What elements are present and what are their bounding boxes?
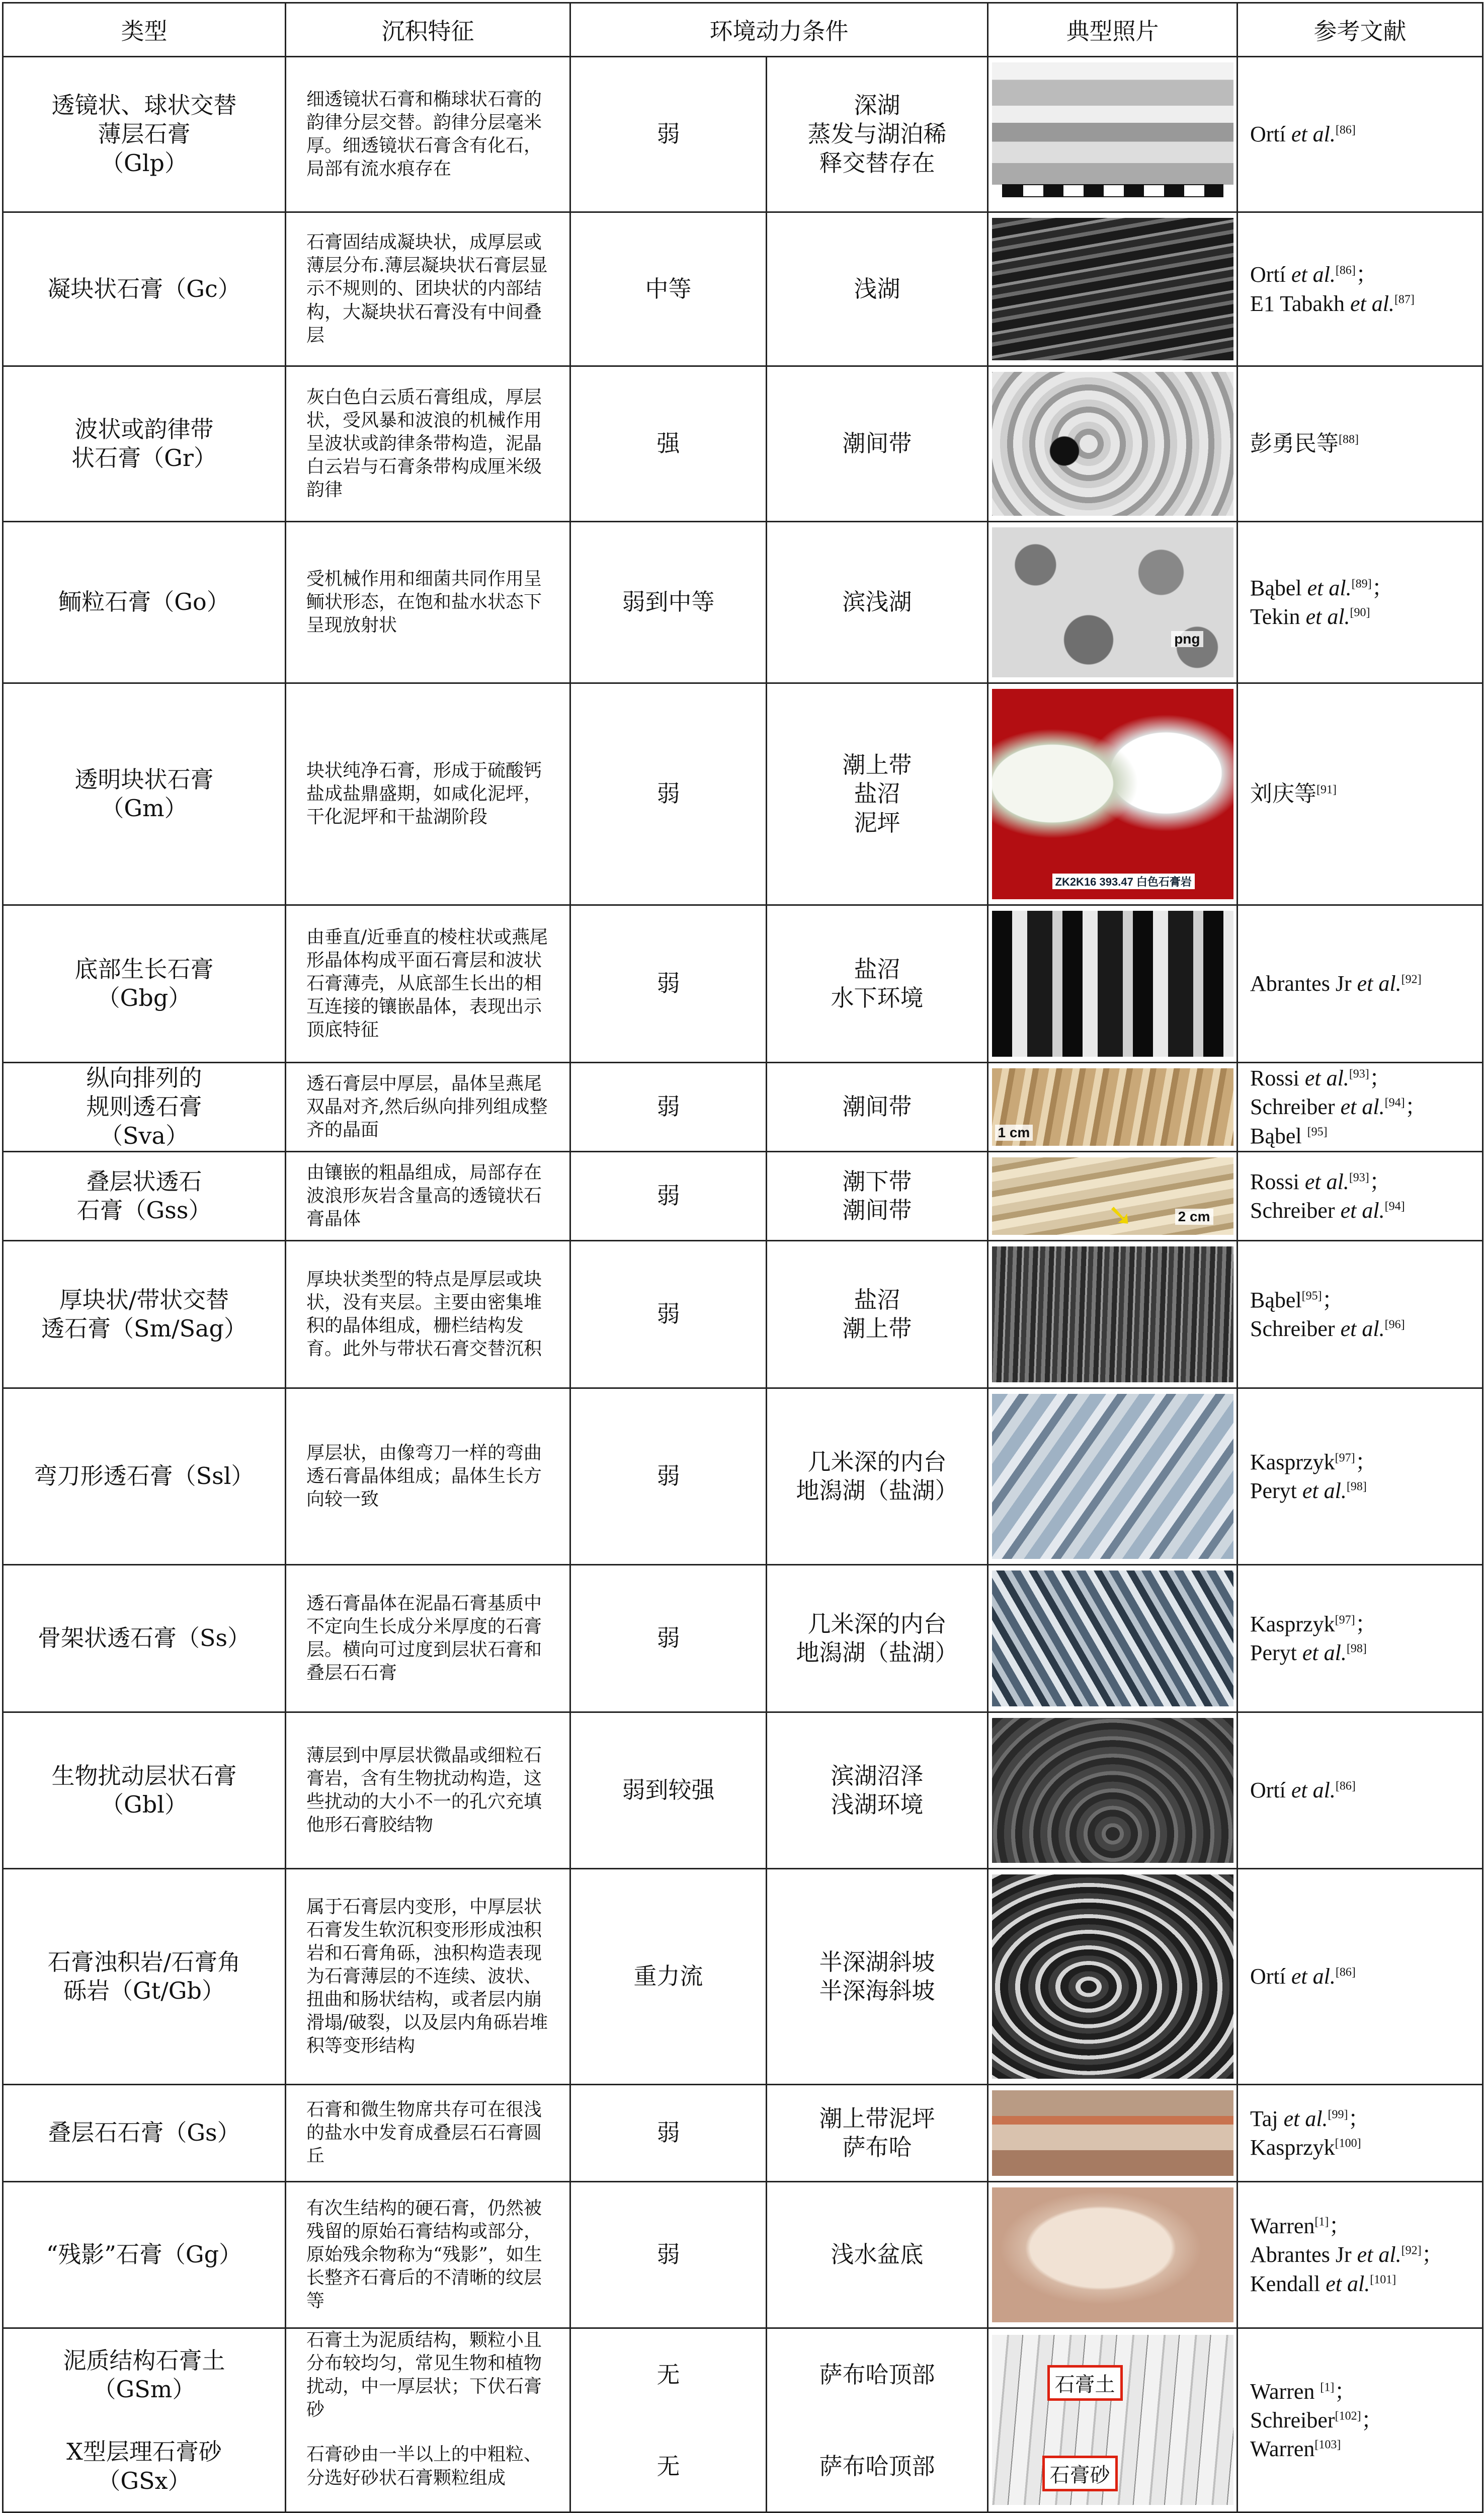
references: 刘庆等[91] (1238, 683, 1483, 905)
typical-photo (988, 683, 1238, 905)
environment: 半深湖斜坡 半深海斜坡 (767, 1869, 988, 2085)
photo-image (992, 2090, 1233, 2176)
photo-image (992, 1394, 1233, 1559)
photo-caption: ZK2K16 393.47 白色石膏岩 (1052, 874, 1195, 889)
references: Abrantes Jr et al.[92] (1238, 905, 1483, 1063)
facies-type: 透明块状石膏 （Gm） (3, 683, 286, 905)
dynamic-strength: 弱 (570, 905, 767, 1063)
photo-image (992, 2335, 1233, 2505)
photo-image (992, 2187, 1233, 2322)
typical-photo (988, 212, 1238, 366)
table-row (3, 1063, 1483, 1152)
table-row (3, 212, 1483, 366)
facies-type: 厚块状/带状交替 透石膏（Sm/Sag） (3, 1241, 286, 1388)
references: Bąbel et al.[89]； Tekin et al.[90] (1238, 522, 1483, 683)
table-row (3, 1565, 1483, 1712)
table-row (3, 1152, 1483, 1241)
environment: 潮上带 盐沼 泥坪 (767, 683, 988, 905)
sedimentary-features: 薄层到中厚层状微晶或细粒石膏岩，含有生物扰动构造，这些扰动的大小不一的孔穴充填他形石膏胶结物 (286, 1712, 570, 1869)
gypsum-facies-table (2, 2, 1483, 2513)
facies-type: 鲕粒石膏（Go） (3, 522, 286, 683)
facies-type: 波状或韵律带 状石膏（Gr） (3, 366, 286, 522)
dynamic-strength: 弱 (570, 683, 767, 905)
table-row (3, 1241, 1483, 1388)
sedimentary-features: 块状纯净石膏，形成于硫酸钙盐成盐鼎盛期，如咸化泥坪，干化泥坪和干盐湖阶段 (286, 683, 570, 905)
sedimentary-features: 透石膏层中厚层，晶体呈燕尾双晶对齐,然后纵向排列组成整齐的晶面 (286, 1063, 570, 1152)
references: Rossi et al.[93]； Schreiber et al.[94]； Bąbel [95] (1238, 1063, 1483, 1152)
references: Ortí et al.[86] (1238, 57, 1483, 212)
facies-type: 纵向排列的 规则透石膏 （Sva） (3, 1063, 286, 1152)
table-row (3, 2328, 1483, 2422)
photo-image (992, 911, 1233, 1057)
sedimentary-features: 透石膏晶体在泥晶石膏基质中不定向生长成分米厚度的石膏层。横向可过度到层状石膏和叠层石石膏 (286, 1565, 570, 1712)
environment: 几米深的内台 地潟湖（盐湖） (767, 1565, 988, 1712)
photo-image (992, 689, 1233, 899)
references: Warren[1]； Abrantes Jr et al.[92]； Kendall et al.[101] (1238, 2182, 1483, 2328)
environment: 盐沼 潮上带 (767, 1241, 988, 1388)
references: Ortí et al.[86] (1238, 1712, 1483, 1869)
environment: 萨布哈顶部 (767, 2328, 988, 2422)
facies-type: 生物扰动层状石膏 （Gbl） (3, 1712, 286, 1869)
typical-photo (988, 57, 1238, 212)
sedimentary-features: 石膏土为泥质结构，颗粒小且分布较均匀，常见生物和植物扰动，中一厚层状；下伏石膏砂 (286, 2328, 570, 2422)
sedimentary-features: 石膏砂由一半以上的中粗粒、分选好砂状石膏颗粒组成 (286, 2421, 570, 2512)
facies-type: X型层理石膏砂 （GSx） (3, 2421, 286, 2512)
table-row (3, 1388, 1483, 1565)
dynamic-strength: 强 (570, 366, 767, 522)
facies-type: “残影”石膏（Gg） (3, 2182, 286, 2328)
references: Warren [1]； Schreiber[102]； Warren[103] (1238, 2328, 1483, 2512)
header-features: 沉积特征 (286, 3, 570, 57)
sedimentary-features: 灰白色白云质石膏组成，厚层状，受风暴和波浪的机械作用呈波状或韵律条带构造，泥晶白云岩与石膏条带构成厘米级韵律 (286, 366, 570, 522)
header-references: 参考文献 (1238, 3, 1483, 57)
header-dynamics: 环境动力条件 (570, 3, 988, 57)
references: Ortí et al.[86] (1238, 1869, 1483, 2085)
references: Taj et al.[99]； Kasprzyk[100] (1238, 2085, 1483, 2182)
environment: 浅湖 (767, 212, 988, 366)
facies-type: 叠层状透石 石膏（Gss） (3, 1152, 286, 1241)
table-header-row (3, 3, 1483, 57)
typical-photo (988, 1388, 1238, 1565)
table-row (3, 1869, 1483, 2085)
environment: 潮上带泥坪 萨布哈 (767, 2085, 988, 2182)
facies-type: 底部生长石膏 （Gbg） (3, 905, 286, 1063)
facies-type: 透镜状、球状交替 薄层石膏 （Glp） (3, 57, 286, 212)
facies-type: 弯刀形透石膏（Ssl） (3, 1388, 286, 1565)
dynamic-strength: 弱到中等 (570, 522, 767, 683)
environment: 深湖 蒸发与湖泊稀 释交替存在 (767, 57, 988, 212)
dynamic-strength: 弱 (570, 2085, 767, 2182)
sedimentary-features: 由镶嵌的粗晶组成，局部存在波浪形灰岩含量高的透镜状石膏晶体 (286, 1152, 570, 1241)
table-row (3, 683, 1483, 905)
facies-type: 石膏浊积岩/石膏角 砾岩（Gt/Gb） (3, 1869, 286, 2085)
dynamic-strength: 重力流 (570, 1869, 767, 2085)
dynamic-strength: 弱 (570, 1063, 767, 1152)
environment: 浅水盆底 (767, 2182, 988, 2328)
environment: 潮下带 潮间带 (767, 1152, 988, 1241)
scale-label: 1 cm (995, 1125, 1033, 1141)
references: Bąbel[95]； Schreiber et al.[96] (1238, 1241, 1483, 1388)
typical-photo (988, 522, 1238, 683)
typical-photo (988, 366, 1238, 522)
table-row (3, 57, 1483, 212)
sedimentary-features: 厚块状类型的特点是厚层或块状，没有夹层。主要由密集堆积的晶体组成，栅栏结构发育。此外与带状石膏交替沉积 (286, 1241, 570, 1388)
dynamic-strength: 无 (570, 2328, 767, 2422)
typical-photo (988, 2328, 1238, 2512)
dynamic-strength: 弱 (570, 1565, 767, 1712)
photo-image (992, 527, 1233, 677)
photo-image (992, 1570, 1233, 1706)
typical-photo (988, 1063, 1238, 1152)
sedimentary-features: 属于石膏层内变形，中厚层状石膏发生软沉积变形形成浊积岩和石膏角砾，浊积构造表现为石膏薄层的不连续、波状、扭曲和肠状结构，或者层内崩滑塌/破裂，以及层内角砾岩堆积等变形结构 (286, 1869, 570, 2085)
sedimentary-features: 厚层状，由像弯刀一样的弯曲透石膏晶体组成；晶体生长方向较一致 (286, 1388, 570, 1565)
header-type: 类型 (3, 3, 286, 57)
table-row (3, 2085, 1483, 2182)
typical-photo (988, 1712, 1238, 1869)
typical-photo (988, 2085, 1238, 2182)
references: Rossi et al.[93]； Schreiber et al.[94] (1238, 1152, 1483, 1241)
facies-type: 叠层石石膏（Gs） (3, 2085, 286, 2182)
photo-image (992, 372, 1233, 516)
sedimentary-features: 受机械作用和细菌共同作用呈鲕状形态，在饱和盐水状态下呈现放射状 (286, 522, 570, 683)
photo-label-gsm: 石膏土 (1047, 2365, 1123, 2401)
table-row (3, 905, 1483, 1063)
photo-image (992, 1874, 1233, 2079)
sedimentary-features: 石膏固结成凝块状，成厚层或薄层分布.薄层凝块状石膏层显示不规则的、团块状的内部结构，大凝块状石膏没有中间叠层 (286, 212, 570, 366)
photo-label-png: png (1171, 631, 1203, 647)
dynamic-strength: 弱 (570, 2182, 767, 2328)
typical-photo (988, 905, 1238, 1063)
dynamic-strength: 弱 (570, 1152, 767, 1241)
photo-image (992, 62, 1233, 206)
table-row (3, 1712, 1483, 1869)
dynamic-strength: 弱 (570, 57, 767, 212)
facies-type: 泥质结构石膏土 （GSm） (3, 2328, 286, 2422)
facies-type: 骨架状透石膏（Ss） (3, 1565, 286, 1712)
environment: 潮间带 (767, 366, 988, 522)
sedimentary-features: 由垂直/近垂直的棱柱状或燕尾形晶体构成平面石膏层和波状石膏薄壳，从底部生长出的相互连接的镶嵌晶体，表现出示顶底特征 (286, 905, 570, 1063)
typical-photo (988, 2182, 1238, 2328)
dynamic-strength: 弱 (570, 1241, 767, 1388)
sedimentary-features: 有次生结构的硬石膏，仍然被残留的原始石膏结构或部分，原始残余物称为“残影”，如生长整齐石膏后的不清晰的纹层等 (286, 2182, 570, 2328)
environment: 滨浅湖 (767, 522, 988, 683)
scale-bar (1002, 184, 1223, 197)
typical-photo (988, 1869, 1238, 2085)
typical-photo (988, 1152, 1238, 1241)
photo-image (992, 1157, 1233, 1235)
references: Kasprzyk[97]； Peryt et al.[98] (1238, 1565, 1483, 1712)
environment: 滨湖沼泽 浅湖环境 (767, 1712, 988, 1869)
arrow-icon: ➘ (1107, 1198, 1133, 1233)
dynamic-strength: 无 (570, 2421, 767, 2512)
dynamic-strength: 弱到较强 (570, 1712, 767, 1869)
dynamic-strength: 中等 (570, 212, 767, 366)
sedimentary-features: 细透镜状石膏和椭球状石膏的韵律分层交替。韵律分层毫米厚。细透镜状石膏含有化石，局部有流水痕存在 (286, 57, 570, 212)
environment: 萨布哈顶部 (767, 2421, 988, 2512)
dynamic-strength: 弱 (570, 1388, 767, 1565)
table-row (3, 522, 1483, 683)
photo-image (992, 218, 1233, 360)
references: 彭勇民等[88] (1238, 366, 1483, 522)
environment: 几米深的内台 地潟湖（盐湖） (767, 1388, 988, 1565)
environment: 盐沼 水下环境 (767, 905, 988, 1063)
photo-image (992, 1246, 1233, 1382)
photo-image (992, 1068, 1233, 1146)
table-row (3, 2182, 1483, 2328)
references: Ortí et al.[86]； E1 Tabakh et al.[87] (1238, 212, 1483, 366)
photo-label-gsx: 石膏砂 (1042, 2456, 1118, 2491)
scale-label: 2 cm (1175, 1209, 1213, 1225)
typical-photo (988, 1241, 1238, 1388)
references: Kasprzyk[97]； Peryt et al.[98] (1238, 1388, 1483, 1565)
photo-image (992, 1718, 1233, 1863)
typical-photo (988, 1565, 1238, 1712)
header-photo: 典型照片 (988, 3, 1238, 57)
environment: 潮间带 (767, 1063, 988, 1152)
table-row (3, 366, 1483, 522)
sedimentary-features: 石膏和微生物席共存可在很浅的盐水中发育成叠层石石膏圆丘 (286, 2085, 570, 2182)
facies-type: 凝块状石膏（Gc） (3, 212, 286, 366)
